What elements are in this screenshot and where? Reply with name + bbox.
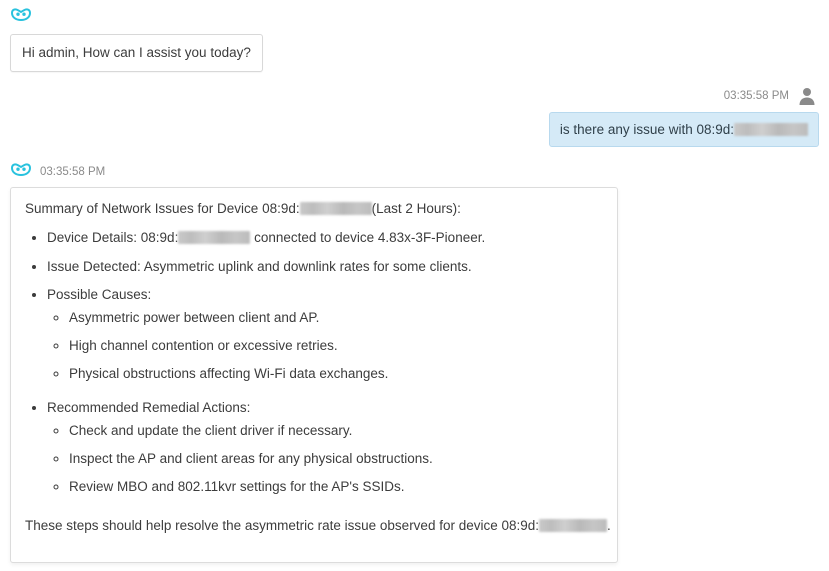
device-details-suffix: connected to device 4.83x-3F-Pioneer. <box>250 230 486 246</box>
possible-cause-1: Asymmetric power between client and AP. <box>69 309 320 325</box>
user-message-bubble <box>549 112 819 148</box>
bot-greeting-text: Hi admin, How can I assist you today? <box>22 45 251 60</box>
possible-cause-2: High channel contention or excessive retries. <box>69 338 338 354</box>
possible-causes-label: Possible Causes: <box>47 286 152 302</box>
list-item <box>69 360 603 388</box>
bot-answer-meta <box>10 163 819 181</box>
message-row-user <box>10 86 819 148</box>
user-message-timestamp: 03:35:58 PM <box>723 89 789 102</box>
list-item <box>69 332 603 360</box>
bot-greeting-bubble <box>10 34 263 72</box>
list-item <box>47 224 603 252</box>
redacted-mac-detail <box>178 231 250 244</box>
issue-detected-text: Issue Detected: Asymmetric uplink and downlink rates for some clients. <box>47 258 472 274</box>
user-avatar-icon <box>797 86 817 106</box>
redacted-mac-footer <box>539 519 607 532</box>
message-row-bot-answer <box>10 163 819 563</box>
summary-title <box>25 200 603 218</box>
bot-avatar-icon <box>10 163 32 181</box>
bot-answer-timestamp: 03:35:58 PM <box>40 166 106 179</box>
possible-causes-list <box>47 304 603 389</box>
list-item <box>47 281 603 394</box>
list-item <box>47 253 603 281</box>
remedial-actions-label: Recommended Remedial Actions: <box>47 399 251 415</box>
redacted-mac-title <box>300 202 372 215</box>
summary-title-prefix: Summary of Network Issues for Device 08:9d: <box>25 201 300 217</box>
redacted-mac-user <box>734 123 808 136</box>
remedial-action-3: Review MBO and 802.11kvr settings for the AP's SSIDs. <box>69 479 405 495</box>
device-details-prefix: Device Details: 08:9d: <box>47 230 179 246</box>
summary-title-suffix: (Last 2 Hours): <box>371 201 461 217</box>
list-item <box>69 304 603 332</box>
user-message-meta <box>724 86 819 106</box>
remedial-action-2: Inspect the AP and client areas for any physical obstructions. <box>69 451 433 467</box>
user-message-text: is there any issue with 08:9d: <box>559 121 734 137</box>
list-item <box>47 394 603 507</box>
remedial-actions-list <box>47 417 603 502</box>
bot-avatar-icon <box>10 8 32 30</box>
list-item <box>69 473 603 501</box>
bot-answer-bubble <box>10 187 618 563</box>
message-row-bot-greeting <box>10 8 819 72</box>
list-item <box>69 417 603 445</box>
summary-footer-suffix: . <box>607 517 611 533</box>
summary-footer-prefix: These steps should help resolve the asymmetric rate issue observed for device 08:9d: <box>25 517 540 533</box>
list-item <box>69 445 603 473</box>
summary-list <box>25 224 603 506</box>
summary-footer <box>25 517 611 535</box>
remedial-action-1: Check and update the client driver if necessary. <box>69 422 353 438</box>
possible-cause-3: Physical obstructions affecting Wi-Fi data exchanges. <box>69 366 389 382</box>
